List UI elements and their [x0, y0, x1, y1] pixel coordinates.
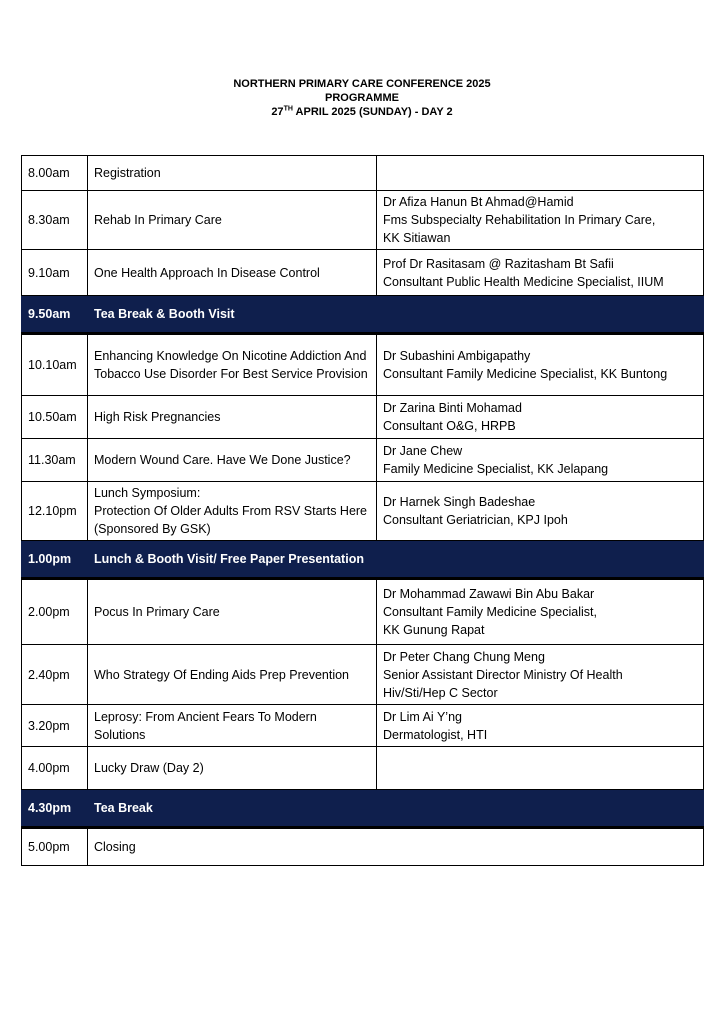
session-time: 10.10am — [22, 334, 88, 396]
session-time: 3.20pm — [22, 705, 88, 747]
session-row — [22, 156, 704, 191]
break-label: Tea Break & Booth Visit — [88, 296, 704, 334]
speaker-line: Dr Jane Chew — [383, 444, 463, 458]
session-topic: Closing — [88, 828, 704, 866]
session-row — [22, 250, 704, 296]
session-topic: Rehab In Primary Care — [88, 191, 377, 250]
session-time: 10.50am — [22, 396, 88, 439]
session-row — [22, 482, 704, 541]
topic-line: Lunch Symposium: — [94, 486, 201, 500]
speaker-line: Dr Peter Chang Chung Meng — [383, 649, 545, 664]
speaker-line: Consultant O&G, HRPB — [383, 419, 516, 433]
speaker-line: Dr Zarina Binti Mohamad — [383, 401, 522, 415]
session-speaker — [377, 250, 704, 296]
session-row — [22, 439, 704, 482]
break-row — [22, 790, 704, 828]
break-label: Tea Break — [88, 790, 704, 828]
speaker-line: Consultant Family Medicine Specialist, — [383, 605, 597, 619]
session-row — [22, 705, 704, 747]
speaker-line: Dermatologist, HTI — [383, 727, 488, 742]
speaker-line: Dr Mohammad Zawawi Bin Abu Bakar — [383, 587, 595, 601]
session-row — [22, 191, 704, 250]
document-header — [0, 77, 724, 119]
session-topic: Who Strategy Of Ending Aids Prep Prevention — [88, 645, 377, 705]
session-time: 9.10am — [22, 250, 88, 296]
date-suffix: TH — [283, 105, 293, 113]
session-speaker — [377, 396, 704, 439]
session-speaker — [377, 482, 704, 541]
session-time: 5.00pm — [22, 828, 88, 866]
speaker-line: Dr Lim Ai Y’ng — [383, 709, 462, 724]
session-time: 4.00pm — [22, 747, 88, 790]
session-time: 12.10pm — [22, 482, 88, 541]
programme-table-body — [22, 156, 704, 866]
date-rest: APRIL 2025 (SUNDAY) - DAY 2 — [292, 106, 453, 118]
programme-table — [21, 155, 704, 866]
session-topic: Lucky Draw (Day 2) — [88, 747, 377, 790]
speaker-line: Family Medicine Specialist, KK Jelapang — [383, 462, 609, 476]
speaker-line: Consultant Family Medicine Specialist, KK Buntong — [383, 367, 668, 381]
session-speaker — [377, 439, 704, 482]
session-speaker — [377, 747, 704, 790]
session-speaker — [377, 579, 704, 645]
speaker-line: Hiv/Sti/Hep C Sector — [383, 685, 498, 700]
speaker-line: KK Sitiawan — [383, 231, 451, 245]
break-row — [22, 541, 704, 579]
session-topic: Leprosy: From Ancient Fears To Modern Solutions — [88, 705, 377, 747]
session-time: 8.30am — [22, 191, 88, 250]
session-topic: Enhancing Knowledge On Nicotine Addiction And Tobacco Use Disorder For Best Service Provision — [88, 334, 377, 396]
session-speaker — [377, 191, 704, 250]
speaker-line: KK Gunung Rapat — [383, 623, 485, 637]
session-topic: Pocus In Primary Care — [88, 579, 377, 645]
session-row — [22, 334, 704, 396]
session-time: 1.00pm — [22, 541, 88, 579]
session-time: 8.00am — [22, 156, 88, 191]
speaker-line: Consultant Public Health Medicine Specialist, IIUM — [383, 274, 664, 289]
speaker-line: Prof Dr Rasitasam @ Razitasham Bt Safii — [383, 256, 614, 271]
session-time: 2.00pm — [22, 579, 88, 645]
speaker-line: Dr Afiza Hanun Bt Ahmad@Hamid — [383, 195, 574, 209]
topic-line: Protection Of Older Adults From RSV Starts Here (Sponsored By GSK) — [94, 504, 368, 536]
break-row — [22, 296, 704, 334]
session-topic: One Health Approach In Disease Control — [88, 250, 377, 296]
session-time: 9.50am — [22, 296, 88, 334]
session-time: 11.30am — [22, 439, 88, 482]
session-row — [22, 579, 704, 645]
session-time: 4.30pm — [22, 790, 88, 828]
speaker-line: Senior Assistant Director Ministry Of Health — [383, 667, 623, 682]
session-row — [22, 396, 704, 439]
session-row — [22, 828, 704, 866]
programme-heading: PROGRAMME — [325, 92, 399, 104]
session-speaker — [377, 334, 704, 396]
session-topic — [88, 482, 377, 541]
session-speaker — [377, 645, 704, 705]
date-day: 27 — [271, 106, 284, 118]
speaker-line: Consultant Geriatrician, KPJ Ipoh — [383, 513, 568, 527]
session-time: 2.40pm — [22, 645, 88, 705]
break-label: Lunch & Booth Visit/ Free Paper Presentation — [88, 541, 704, 579]
session-row — [22, 645, 704, 705]
date-line — [0, 105, 724, 119]
session-speaker — [377, 705, 704, 747]
conference-title: NORTHERN PRIMARY CARE CONFERENCE 2025 — [233, 78, 491, 90]
speaker-line: Fms Subspecialty Rehabilitation In Primary Care, — [383, 213, 656, 227]
session-topic: Modern Wound Care. Have We Done Justice? — [88, 439, 377, 482]
speaker-line: Dr Subashini Ambigapathy — [383, 349, 531, 363]
session-topic: Registration — [88, 156, 377, 191]
session-row — [22, 747, 704, 790]
session-speaker — [377, 156, 704, 191]
speaker-line: Dr Harnek Singh Badeshae — [383, 495, 536, 509]
session-topic: High Risk Pregnancies — [88, 396, 377, 439]
